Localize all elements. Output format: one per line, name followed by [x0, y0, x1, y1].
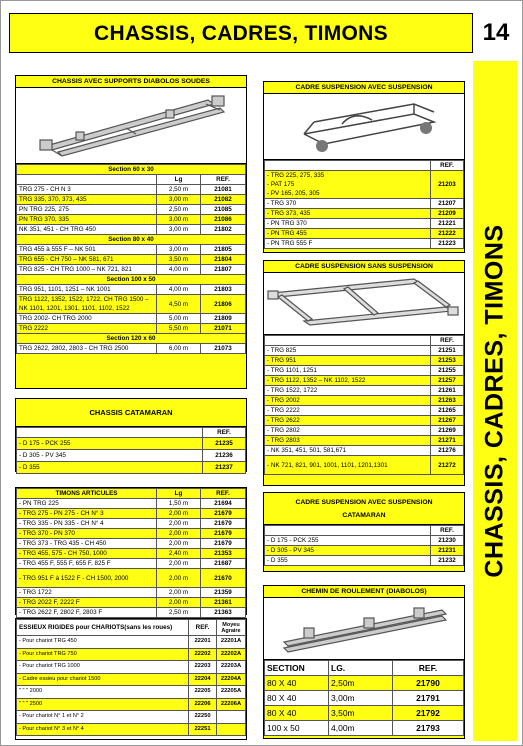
row-reference: 21209: [431, 209, 464, 219]
chemin-illustration: [264, 598, 464, 660]
table-row: [265, 386, 464, 396]
table-row: [17, 450, 246, 462]
table-row: [17, 324, 246, 334]
row-description: - D 305 - PV 345: [17, 450, 203, 462]
chassis-diabolos-illustration: [16, 88, 246, 164]
row-description: PN TRG 370, 335: [17, 215, 157, 225]
table-row: [265, 446, 464, 456]
row-moyeu-reference: 22204A: [217, 673, 246, 686]
row-reference: 21802: [201, 225, 246, 235]
table-row: [265, 456, 464, 475]
row-description: TRG 825 - CH TRG 1000 – NK 721, 821: [17, 265, 157, 275]
row-reference: 22201: [189, 636, 217, 649]
row-reference: 21203: [431, 171, 464, 199]
row-moyeu-reference: 22203A: [217, 661, 246, 674]
table-row: [17, 245, 246, 255]
table-row: [17, 344, 246, 354]
row-description: TRG 455 à 555 F – NK 501: [17, 245, 157, 255]
row-description: - TRG 335 - PN 335 - CH N° 4: [17, 519, 157, 529]
row-moyeu-reference: [217, 723, 246, 736]
table-row: [17, 215, 246, 225]
table-row: [265, 396, 464, 406]
row-description: TRG 951, 1101, 1251 – NK 1001: [17, 285, 157, 295]
table-header-row: [17, 428, 246, 438]
row-reference: 21261: [431, 386, 464, 396]
row-length: 3,00 m: [157, 195, 201, 205]
row-reference: 21807: [201, 265, 246, 275]
table-row: [265, 366, 464, 376]
table-row: [265, 706, 464, 721]
section-header: Section 80 x 40: [17, 235, 246, 245]
row-length: 2,00 m: [157, 569, 201, 588]
chemin-title: CHEMIN DE ROULEMENT (DIABOLOS): [264, 586, 464, 598]
table-row: [17, 569, 246, 588]
table-row: [17, 195, 246, 205]
table-row: [17, 255, 246, 265]
timons-title: TIMONS ARTICULES: [17, 489, 157, 499]
row-description: PN TRG 225, 275: [17, 205, 157, 215]
row-description: - TRG 1122, 1352 – NK 1102, 1522: [265, 376, 431, 386]
cadre-avec-col-ref: REF.: [431, 161, 464, 171]
row-reference: 21237: [203, 462, 246, 474]
row-description: - TRG 373 - TRG 435 - CH 450: [17, 539, 157, 549]
row-reference: 21267: [431, 416, 464, 426]
row-reference: 21269: [431, 426, 464, 436]
table-header-row: [17, 175, 246, 185]
row-reference: 21255: [431, 366, 464, 376]
table-row: [17, 265, 246, 275]
table-row: [17, 185, 246, 195]
table-row: [265, 676, 464, 691]
row-description: - PN TRG 455: [265, 229, 431, 239]
row-reference: 21809: [201, 314, 246, 324]
row-reference: 21791: [393, 691, 464, 706]
row-description: - TRG 455 F, 555 F, 655 F, 825 F: [17, 559, 157, 569]
row-description: - NK 351, 451, 501, 581,671: [265, 446, 431, 456]
row-description: - TRG 370 - PN 370: [17, 529, 157, 539]
essieux-panel: [15, 618, 247, 740]
row-description: - TRG 373, 435: [265, 209, 431, 219]
chassis-catamaran-panel: [15, 398, 247, 472]
row-description: " " " 2500: [17, 698, 189, 711]
row-length: 2,00 m: [157, 539, 201, 549]
cadre-sans-drawing: [264, 273, 464, 335]
row-length: 2,50 m: [157, 205, 201, 215]
timons-table: [16, 488, 246, 618]
cadre-avec-drawing: [264, 94, 464, 160]
row-reference: 21790: [393, 676, 464, 691]
col-ref-header: REF.: [201, 175, 246, 185]
row-length: 4,50 m: [157, 295, 201, 314]
table-row: [17, 648, 246, 661]
row-description: - NK 721, 821, 901, 1001, 1101, 1201,1301: [265, 456, 431, 475]
row-reference: 21361: [201, 598, 246, 608]
chassis-diabolos-panel: [15, 75, 247, 389]
table-row: [17, 588, 246, 598]
row-reference: 21793: [393, 721, 464, 736]
chassis-diabolos-table: [16, 164, 246, 354]
row-reference: 21085: [201, 205, 246, 215]
timons-col-ref: REF.: [201, 489, 246, 499]
row-length: 2,40 m: [157, 549, 201, 559]
table-row: [265, 356, 464, 366]
row-reference: 21679: [201, 529, 246, 539]
row-reference: 21263: [431, 396, 464, 406]
row-reference: 22205: [189, 686, 217, 699]
row-reference: 21073: [201, 344, 246, 354]
col-length-header: Lg: [157, 175, 201, 185]
table-row: [265, 721, 464, 736]
row-reference: 21276: [431, 446, 464, 456]
row-description: - Pour chariot TRG 1000: [17, 661, 189, 674]
row-reference: 21359: [201, 588, 246, 598]
row-description: - Pour chariot TRG 750: [17, 648, 189, 661]
table-row: [17, 314, 246, 324]
table-row: [265, 229, 464, 239]
row-reference: 21804: [201, 255, 246, 265]
row-reference: 21231: [431, 546, 464, 556]
table-row: [265, 199, 464, 209]
row-reference: 21271: [431, 436, 464, 446]
cadre-catamaran-col-ref: REF.: [431, 526, 464, 536]
row-reference: 21803: [201, 285, 246, 295]
row-length: 3,50 m: [157, 255, 201, 265]
chassis-catamaran-table: [16, 427, 246, 474]
row-length: 4,00 m: [157, 265, 201, 275]
row-section: 80 X 40: [265, 676, 329, 691]
section-header: Section 60 x 30: [17, 165, 246, 175]
row-reference: 21792: [393, 706, 464, 721]
row-description: - TRG 2803: [265, 436, 431, 446]
row-reference: 21221: [431, 219, 464, 229]
essieux-col-ref: REF.: [189, 620, 217, 636]
row-reference: 21232: [431, 556, 464, 566]
chemin-table: [264, 660, 464, 736]
table-row: [17, 438, 246, 450]
table-row: [17, 636, 246, 649]
row-description: - D 175 - PCK 255: [17, 438, 203, 450]
timons-panel: [15, 487, 247, 615]
row-description: - TRG 2022 F, 2222 F: [17, 598, 157, 608]
row-description: - PN TRG 225: [17, 499, 157, 509]
row-description: - D 305 - PV 345: [265, 546, 431, 556]
cadre-avec-title: CADRE SUSPENSION AVEC SUSPENSION: [264, 82, 464, 94]
timons-col-lg: Lg: [157, 489, 201, 499]
essieux-title: ESSIEUX RIGIDES pour CHARIOTS(sans les roues): [17, 620, 189, 636]
table-row: [17, 698, 246, 711]
chemin-col-ref: REF.: [393, 661, 464, 676]
row-description: - Pour chariot N° 1 et N° 2: [17, 711, 189, 724]
row-description: - D 355: [265, 556, 431, 566]
row-description: - TRG 455, 575 - CH 750, 1000: [17, 549, 157, 559]
row-length: 2,50 m: [157, 608, 201, 618]
row-reference: 21235: [203, 438, 246, 450]
row-description: " " " 2000: [17, 686, 189, 699]
table-row: [17, 529, 246, 539]
row-length: 2,00 m: [157, 598, 201, 608]
row-description: - TRG 951: [265, 356, 431, 366]
row-description: TRG 2222: [17, 324, 157, 334]
cadre-avec-illustration: [264, 94, 464, 160]
row-reference: 21694: [201, 499, 246, 509]
row-length: 4,00m: [329, 721, 393, 736]
row-description: - TRG 2222: [265, 406, 431, 416]
table-row: [265, 536, 464, 546]
chassis-drawing: [16, 88, 246, 164]
row-reference: 21082: [201, 195, 246, 205]
row-description: TRG 335, 370, 373, 435: [17, 195, 157, 205]
row-length: 3,00 m: [157, 215, 201, 225]
cadre-sans-title: CADRE SUSPENSION SANS SUSPENSION: [264, 261, 464, 273]
row-description: - TRG 2622 F, 2802 F, 2803 F: [17, 608, 157, 618]
blank-cell: [17, 175, 157, 185]
row-description: - TRG 825: [265, 346, 431, 356]
row-length: 5,50 m: [157, 324, 201, 334]
row-reference: 21805: [201, 245, 246, 255]
table-row: [17, 285, 246, 295]
table-row: [17, 235, 246, 245]
side-title: [473, 61, 517, 741]
row-length: 2,00 m: [157, 509, 201, 519]
table-row: [17, 598, 246, 608]
row-length: 2,00 m: [157, 529, 201, 539]
row-reference: 22251: [189, 723, 217, 736]
table-row: [265, 171, 464, 199]
cadre-sans-panel: [263, 260, 465, 486]
row-description: TRG 1122, 1352, 1522, 1722, CH TRG 1500 – NK 1101, 1201, 1301, 1101, 1102, 1522: [17, 295, 157, 314]
row-reference: 21272: [431, 456, 464, 475]
row-reference: 21687: [201, 559, 246, 569]
side-title-text: CHASSIS, CADRES, TIMONS: [480, 224, 509, 578]
row-length: 3,00m: [329, 691, 393, 706]
row-length: 2,00 m: [157, 559, 201, 569]
table-row: [17, 661, 246, 674]
row-description: - PN TRG 555 F: [265, 239, 431, 249]
row-reference: 21670: [201, 569, 246, 588]
col-ref-header: REF.: [203, 428, 246, 438]
cadre-catamaran-table: [264, 525, 464, 566]
table-row: [265, 346, 464, 356]
row-length: 1,50 m: [157, 499, 201, 509]
section-header: Section 100 x 50: [17, 275, 246, 285]
row-description: - D 355: [17, 462, 203, 474]
row-reference: 21806: [201, 295, 246, 314]
table-row: [17, 673, 246, 686]
row-reference: 22204: [189, 673, 217, 686]
row-length: 3,50m: [329, 706, 393, 721]
cadre-catamaran-subtitle: CATAMARAN: [264, 508, 464, 525]
page-number: 14: [475, 13, 517, 53]
table-row: [17, 205, 246, 215]
row-reference: 21223: [431, 239, 464, 249]
table-row: [265, 691, 464, 706]
row-section: 100 x 50: [265, 721, 329, 736]
cadre-avec-table: [264, 160, 464, 249]
row-length: 3,00 m: [157, 245, 201, 255]
essieux-table: [16, 619, 246, 736]
row-length: 2,50m: [329, 676, 393, 691]
row-description: TRG 275 - CH N 3: [17, 185, 157, 195]
row-moyeu-reference: 22206A: [217, 698, 246, 711]
essieux-col-moyeu: Moyeu Agraire: [217, 620, 246, 636]
cadre-sans-col-ref: REF.: [431, 336, 464, 346]
table-row: [265, 546, 464, 556]
table-row: [17, 539, 246, 549]
cadre-sans-illustration: [264, 273, 464, 335]
table-row: [17, 225, 246, 235]
row-length: 5,00 m: [157, 314, 201, 324]
blank-cell: [17, 428, 203, 438]
table-row: [265, 239, 464, 249]
row-moyeu-reference: 22202A: [217, 648, 246, 661]
table-row: [17, 509, 246, 519]
row-description: NK 351, 451 - CH TRG 450: [17, 225, 157, 235]
cadre-avec-panel: [263, 81, 465, 253]
chassis-diabolos-title: CHASSIS AVEC SUPPORTS DIABOLOS SOUDES: [16, 76, 246, 88]
row-description: - PN TRG 370: [265, 219, 431, 229]
cadre-sans-table: [264, 335, 464, 475]
table-row: [17, 559, 246, 569]
table-row: [17, 723, 246, 736]
table-row: [17, 275, 246, 285]
row-reference: 21071: [201, 324, 246, 334]
row-reference: 21679: [201, 509, 246, 519]
row-moyeu-reference: 22205A: [217, 686, 246, 699]
row-reference: 21236: [203, 450, 246, 462]
row-description: - TRG 1522, 1722: [265, 386, 431, 396]
row-description: - TRG 2002: [265, 396, 431, 406]
chemin-col-section: SECTION: [265, 661, 329, 676]
row-reference: 21222: [431, 229, 464, 239]
table-row: [17, 462, 246, 474]
table-row: [265, 406, 464, 416]
table-row: [17, 549, 246, 559]
chemin-panel: [263, 585, 465, 739]
table-row: [17, 499, 246, 509]
cadre-catamaran-panel: [263, 492, 465, 572]
table-row: [17, 519, 246, 529]
row-description: - TRG 225, 275, 335 - PAT 175 - PV 165, 205, 305: [265, 171, 431, 199]
table-row: [265, 376, 464, 386]
cadre-catamaran-title: CADRE SUSPENSION AVEC SUSPENSION: [295, 499, 433, 506]
row-reference: 21253: [431, 356, 464, 366]
row-reference: 21086: [201, 215, 246, 225]
chemin-drawing: [264, 598, 464, 660]
row-length: 3,00 m: [157, 225, 201, 235]
table-row: [17, 711, 246, 724]
section-header: Section 120 x 60: [17, 334, 246, 344]
row-reference: 21265: [431, 406, 464, 416]
table-row: [265, 416, 464, 426]
table-row: [17, 165, 246, 175]
row-reference: 22203: [189, 661, 217, 674]
row-length: 2,00 m: [157, 519, 201, 529]
row-reference: 21257: [431, 376, 464, 386]
row-length: 2,00 m: [157, 588, 201, 598]
table-row: [265, 219, 464, 229]
row-description: - TRG 1722: [17, 588, 157, 598]
table-row: [17, 295, 246, 314]
row-moyeu-reference: 22201A: [217, 636, 246, 649]
row-description: - Pour chariot TRG 450: [17, 636, 189, 649]
row-description: - D 175 - PCK 255: [265, 536, 431, 546]
table-row: [265, 209, 464, 219]
table-row: [265, 556, 464, 566]
row-reference: 22202: [189, 648, 217, 661]
table-row: [17, 334, 246, 344]
row-length: 2,50 m: [157, 185, 201, 195]
row-reference: 21207: [431, 199, 464, 209]
row-reference: 21353: [201, 549, 246, 559]
row-reference: 22206: [189, 698, 217, 711]
row-reference: 21081: [201, 185, 246, 195]
row-length: 6,00 m: [157, 344, 201, 354]
table-row: [17, 608, 246, 618]
row-reference: 21363: [201, 608, 246, 618]
row-reference: 21679: [201, 539, 246, 549]
row-description: - Cadre essieu pour chariot 1500: [17, 673, 189, 686]
row-reference: 22250: [189, 711, 217, 724]
row-reference: 21679: [201, 519, 246, 529]
chemin-col-lg: LG.: [329, 661, 393, 676]
table-row: [265, 436, 464, 446]
row-description: - TRG 370: [265, 199, 431, 209]
table-row: [265, 426, 464, 436]
row-moyeu-reference: [217, 711, 246, 724]
table-row: [17, 686, 246, 699]
row-section: 80 X 40: [265, 706, 329, 721]
page-title: CHASSIS, CADRES, TIMONS: [9, 13, 473, 53]
row-description: - TRG 2802: [265, 426, 431, 436]
row-section: 80 X 40: [265, 691, 329, 706]
chassis-catamaran-title: CHASSIS CATAMARAN: [16, 399, 246, 427]
row-description: TRG 2622, 2802, 2803 - CH TRG 2500: [17, 344, 157, 354]
row-description: - TRG 2622: [265, 416, 431, 426]
row-description: - Pour chariot N° 3 et N° 4: [17, 723, 189, 736]
row-description: TRG 655 - CH 750 – NK 581, 671: [17, 255, 157, 265]
row-description: - TRG 275 - PN 275 - CH N° 3: [17, 509, 157, 519]
row-reference: 21251: [431, 346, 464, 356]
row-description: TRG 2002- CH TRG 2000: [17, 314, 157, 324]
row-description: - TRG 951 F à 1522 F - CH 1500, 2000: [17, 569, 157, 588]
row-length: 4,00 m: [157, 285, 201, 295]
row-description: - TRG 1101, 1251: [265, 366, 431, 376]
row-reference: 21230: [431, 536, 464, 546]
